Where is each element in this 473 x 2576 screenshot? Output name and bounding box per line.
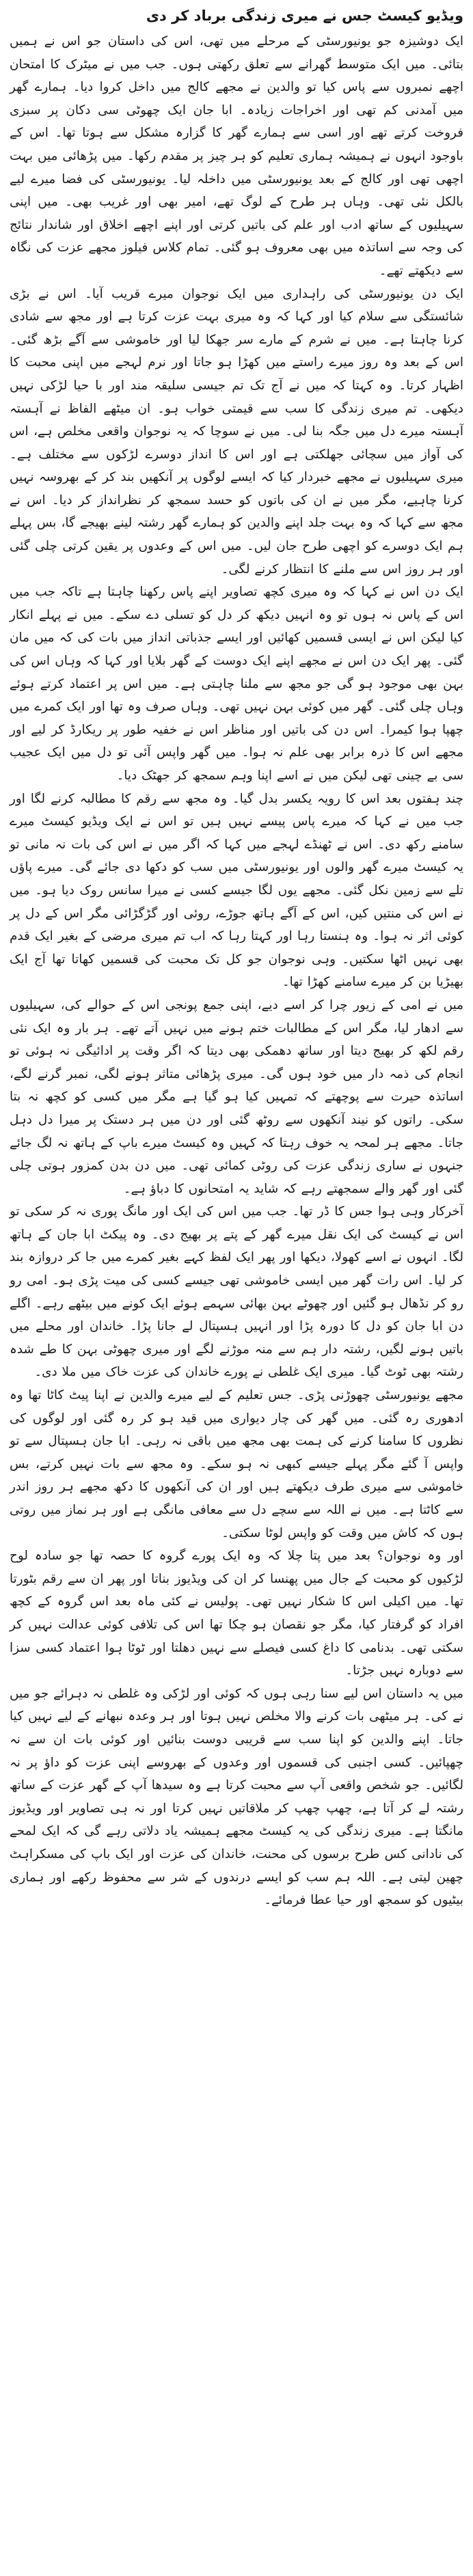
article-paragraph-8: اور وہ نوجوان؟ بعد میں پتا چلا کہ وہ ایک پورے گروہ کا حصہ تھا جو سادہ لوح لڑکیوں کو محبت کے جال میں پھنسا کر ان کی ویڈیوز بناتا اور پھر ان سے رقم بٹورتا تھا۔ میں اکیلی اس کا شکار نہیں تھی۔ پولیس نے کئی ماہ بعد اس گروہ کے کچھ افراد کو گرفتار کیا، مگر جو نقصان ہو چکا تھا اس کی تلافی کوئی عدالت نہیں کر سکتی تھی۔ بدنامی کا داغ کسی فیصلے سے نہیں دھلتا اور ٹوٹا ہوا اعتماد کسی سزا سے دوبارہ نہیں جڑتا۔ (10, 1549, 463, 1678)
article-paragraph-9: میں یہ داستان اس لیے سنا رہی ہوں کہ کوئی اور لڑکی وہ غلطی نہ دہرائے جو میں نے کی۔ ہر میٹھی بات کرنے والا مخلص نہیں ہوتا اور ہر وعدہ نبھانے کے لیے نہیں کیا جاتا۔ اپنے والدین کو اپنا سب سے قریبی دوست بنائیں اور کوئی بات ان سے نہ چھپائیں۔ کسی اجنبی کی قسموں اور وعدوں کے بھروسے اپنی عزت کو داؤ پر نہ لگائیں۔ جو شخص واقعی آپ سے محبت کرتا ہے وہ سیدھا آپ کے گھر عزت کے ساتھ رشتہ لے کر آتا ہے، چھپ چھپ کر ملاقاتیں نہیں کرتا اور نہ ہی تصاویر اور ویڈیوز مانگتا ہے۔ میری زندگی کی یہ کیسٹ مجھے ہمیشہ یاد دلاتی رہے گی کہ ایک لمحے کی نادانی کس طرح برسوں کی محنت، خاندان کی عزت اور ایک باپ کی مسکراہٹ چھین لیتی ہے۔ اللہ ہم سب کو ایسے درندوں کے شر سے محفوظ رکھے اور ہماری بیٹیوں کو سمجھ اور حیا عطا فرمائے۔ (10, 1686, 463, 1908)
article-paragraph-4: چند ہفتوں بعد اس کا رویہ یکسر بدل گیا۔ وہ مجھ سے رقم کا مطالبہ کرنے لگا اور جب میں نے کہا کہ میرے پاس پیسے نہیں ہیں تو اس نے ایک ویڈیو کیسٹ میرے سامنے رکھ دی۔ اس نے ٹھنڈے لہجے میں کہا کہ اگر میں نے اس کی بات نہ مانی تو یہ کیسٹ میرے گھر والوں اور یونیورسٹی میں سب کو دکھا دی جائے گی۔ میرے پاؤں تلے سے زمین نکل گئی۔ مجھے یوں لگا جیسے کسی نے میرا سانس روک دیا ہو۔ میں نے اس کی منتیں کیں، اس کے آگے ہاتھ جوڑے، روئی اور گڑگڑائی مگر اس کے دل پر کوئی اثر نہ ہوا۔ وہ ہنستا رہا اور کہتا رہا کہ اب تم میری مرضی کے بغیر ایک قدم بھی نہیں اٹھا سکتیں۔ وہی نوجوان جو کل تک محبت کی قسمیں کھاتا تھا آج ایک بھیڑیا بن کر میرے سامنے کھڑا تھا۔ (10, 791, 463, 990)
article-paragraph-2: ایک دن یونیورسٹی کی راہداری میں ایک نوجوان میرے قریب آیا۔ اس نے بڑی شائستگی سے سلام کیا اور کہا کہ وہ میری بہت عزت کرتا ہے اور مجھ سے شادی کرنا چاہتا ہے۔ میں نے شرم کے مارے سر جھکا لیا اور خاموشی سے آگے بڑھ گئی۔ اس کے بعد وہ روز میرے راستے میں کھڑا ہو جاتا اور نرم لہجے میں اپنی محبت کا اظہار کرتا۔ وہ کہتا کہ میں نے آج تک تم جیسی سلیقہ مند اور با حیا لڑکی نہیں دیکھی۔ تم میری زندگی کا سب سے قیمتی خواب ہو۔ ان میٹھے الفاظ نے آہستہ آہستہ میرے دل میں جگہ بنا لی۔ میں نے سوچا کہ یہ نوجوان واقعی مخلص ہے، اس کی آواز میں سچائی جھلکتی ہے اور اس کا انداز دوسرے لڑکوں سے مختلف ہے۔ میری سہیلیوں نے مجھے خبردار کیا کہ ایسے لوگوں پر آنکھیں بند کر کے بھروسہ نہیں کرنا چاہیے، مگر میں نے ان کی باتوں کو حسد سمجھ کر نظرانداز کر دیا۔ اس نے مجھ سے کہا کہ وہ بہت جلد اپنے والدین کو ہمارے گھر رشتہ لینے بھیجے گا، بس پہلے ہم ایک دوسرے کو اچھی طرح جان لیں۔ میں اس کے وعدوں پر یقین کرتی چلی گئی اور ہر روز اس سے ملنے کا انتظار کرنے لگی۔ (10, 286, 463, 577)
article-paragraph-3: ایک دن اس نے کہا کہ وہ میری کچھ تصاویر اپنے پاس رکھنا چاہتا ہے تاکہ جب میں اس کے پاس نہ ہوں تو وہ انہیں دیکھ کر دل کو تسلی دے سکے۔ میں نے پہلے انکار کیا لیکن اس نے ایسی قسمیں کھائیں اور ایسے جذباتی انداز میں بات کی کہ میں مان گئی۔ پھر ایک دن اس نے مجھے اپنے ایک دوست کے گھر بلایا اور کہا کہ وہاں اس کی بہن بھی موجود ہو گی جو مجھ سے ملنا چاہتی ہے۔ میں اس پر اعتماد کرتے ہوئے وہاں چلی گئی۔ گھر میں کوئی بہن نہیں تھی۔ وہاں صرف وہ تھا اور ایک کمرے میں چھپا ہوا کیمرا۔ اس دن کی باتیں اور مناظر اس نے خفیہ طور پر ریکارڈ کر لیے اور مجھے اس کا ذرہ برابر بھی علم نہ ہوا۔ میں گھر واپس آئی تو دل میں ایک عجیب سی بے چینی تھی لیکن میں نے اسے اپنا وہم سمجھ کر جھٹک دیا۔ (10, 585, 463, 783)
article-paragraph-5: میں نے امی کے زیور چرا کر اسے دیے، اپنی جمع پونجی اس کے حوالے کی، سہیلیوں سے ادھار لیا، مگر اس کے مطالبات ختم ہونے میں نہیں آتے تھے۔ ہر بار وہ ایک نئی رقم لکھ کر بھیج دیتا اور ساتھ دھمکی بھی دیتا کہ اگر وقت پر ادائیگی نہ ہوئی تو انجام کی ذمہ دار میں خود ہوں گی۔ میری پڑھائی متاثر ہونے لگی، نمبر گرنے لگے، اساتذہ حیرت سے پوچھتے کہ تمہیں کیا ہو گیا ہے مگر میں کسی کو کچھ نہ بتا سکی۔ راتوں کو نیند آنکھوں سے روٹھ گئی اور دن میں ہر دستک پر میرا دل دہل جاتا۔ مجھے ہر لمحہ یہ خوف رہتا کہ کہیں وہ کیسٹ میرے باپ کے ہاتھ نہ لگ جائے جنہوں نے ساری زندگی عزت کی روٹی کمائی تھی۔ میں دن بدن کمزور ہوتی چلی گئی اور گھر والے سمجھتے رہے کہ شاید یہ امتحانوں کا دباؤ ہے۔ (10, 997, 463, 1196)
article-paragraph-6: آخرکار وہی ہوا جس کا ڈر تھا۔ جب میں اس کی ایک اور مانگ پوری نہ کر سکی تو اس نے کیسٹ کی ایک نقل میرے گھر کے پتے پر بھیج دی۔ وہ پیکٹ ابا جان کے ہاتھ لگا۔ انہوں نے اسے کھولا، دیکھا اور پھر ایک لفظ کہے بغیر کمرے میں جا کر دروازہ بند کر لیا۔ اس رات گھر میں ایسی خاموشی تھی جیسے کسی کی میت پڑی ہو۔ امی رو رو کر نڈھال ہو گئیں اور چھوٹے بہن بھائی سہمے ہوئے ایک کونے میں بیٹھے رہے۔ اگلے دن ابا جان کو دل کا دورہ پڑا اور انہیں ہسپتال لے جانا پڑا۔ خاندان اور محلے میں باتیں ہونے لگیں، رشتہ دار ہم سے منہ موڑنے لگے اور میری چھوٹی بہن کا طے شدہ رشتہ بھی ٹوٹ گیا۔ میری ایک غلطی نے پورے خاندان کی عزت خاک میں ملا دی۔ (10, 1204, 463, 1380)
article-paragraph-1: ایک دوشیزہ جو یونیورسٹی کے مرحلے میں تھی، اس کی داستان جو اس نے ہمیں بتائی۔ میں ایک متوسط گھرانے سے تعلق رکھتی ہوں۔ جب میں نے میٹرک کا امتحان اچھے نمبروں سے پاس کیا تو والدین نے مجھے کالج میں داخل کروا دیا۔ ہمارے گھر میں آمدنی کم تھی اور اخراجات زیادہ۔ ابا جان ایک چھوٹی سی دکان پر سبزی فروخت کرتے تھے اور اسی سے ہمارے گھر کا گزارہ مشکل سے ہوتا تھا۔ اس کے باوجود انہوں نے ہمیشہ ہماری تعلیم کو ہر چیز پر مقدم رکھا۔ میں پڑھائی میں بہت اچھی تھی اور کالج کے بعد یونیورسٹی میں داخلہ لیا۔ یونیورسٹی کی فضا میرے لیے بالکل نئی تھی۔ وہاں ہر طرح کے لوگ تھے، امیر بھی اور غریب بھی۔ میں اپنی سہیلیوں کے ساتھ ادب اور علم کی باتیں کرتی اور اپنے اچھے اخلاق اور شاندار نتائج کی وجہ سے اساتذہ میں بھی معروف ہو گئی۔ تمام کلاس فیلوز مجھے عزت کی نگاہ سے دیکھتے تھے۔ (10, 34, 463, 278)
article-paragraph-7: مجھے یونیورسٹی چھوڑنی پڑی۔ جس تعلیم کے لیے میرے والدین نے اپنا پیٹ کاٹا تھا وہ ادھوری رہ گئی۔ میں گھر کی چار دیواری میں قید ہو کر رہ گئی اور لوگوں کی نظروں کا سامنا کرنے کی ہمت بھی مجھ میں باقی نہ رہی۔ ابا جان ہسپتال سے تو واپس آ گئے مگر پہلے جیسے کبھی نہ ہو سکے۔ وہ مجھ سے بات نہیں کرتے، بس خاموشی سے میری طرف دیکھتے ہیں اور ان کی آنکھوں کا دکھ مجھے ہر روز اندر سے کاٹتا ہے۔ میں نے اللہ سے سچے دل سے معافی مانگی ہے اور ہر نماز میں روتی ہوں کہ کاش میں وقت کو واپس لوٹا سکتی۔ (10, 1388, 463, 1540)
article-title: ویڈیو کیسٹ جس نے میری زندگی برباد کر دی (146, 8, 463, 24)
